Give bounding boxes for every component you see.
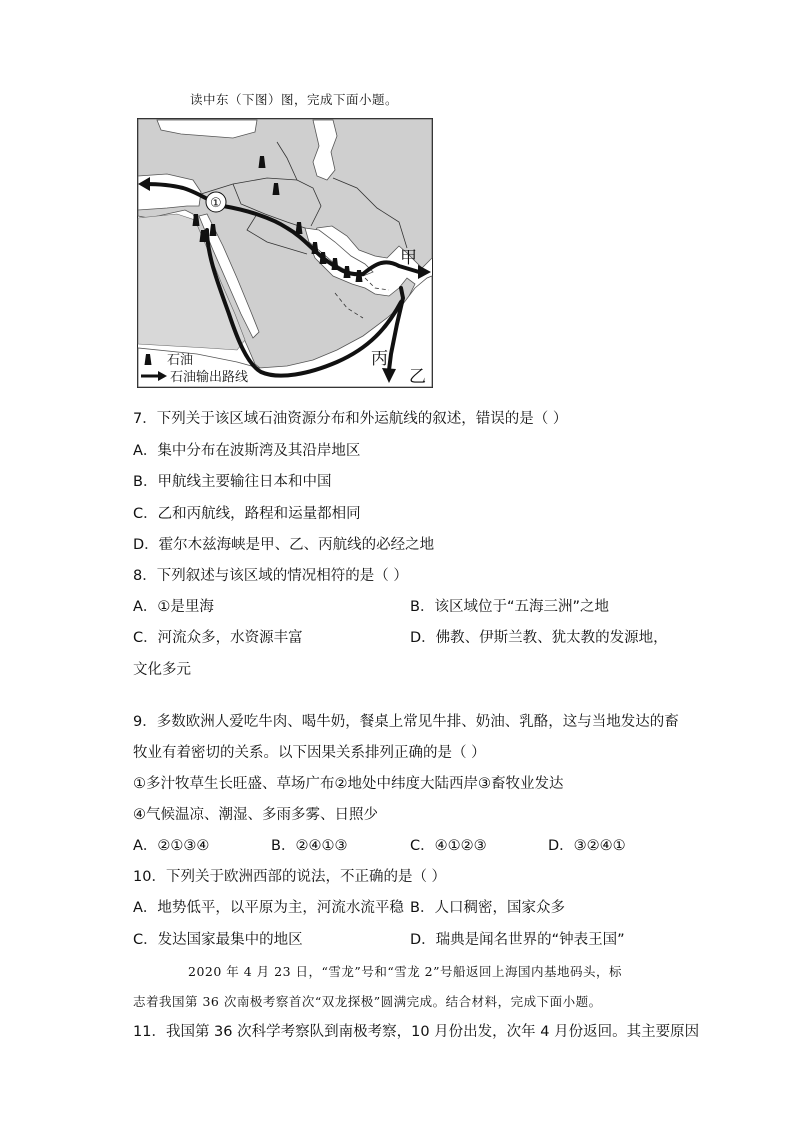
q9-option-d: D．③②④① <box>548 838 626 854</box>
q7-stem: 7．下列关于该区域石油资源分布和外运航线的叙述，错误的是（ ） <box>133 411 568 427</box>
q10-option-d: D．瑞典是闻名世界的“钟表王国” <box>410 932 625 948</box>
legend-route-label: 石油输出路线 <box>170 370 249 385</box>
label-bing: 丙 <box>371 349 388 369</box>
marker-1: ① <box>210 196 222 211</box>
q10-option-c: C．发达国家最集中的地区 <box>133 932 303 948</box>
q8-option-d: D．佛教、伊斯兰教、犹太教的发源地， <box>410 630 668 646</box>
q7-option-c: C．乙和丙航线，路程和运量都相同 <box>133 506 361 522</box>
q7-option-a: A．集中分布在波斯湾及其沿岸地区 <box>133 443 361 459</box>
reading-intro: 读中东（下图）图，完成下面小题。 <box>190 92 399 107</box>
q8-option-d-cont: 文化多元 <box>133 662 191 678</box>
q9-option-b: B．②④①③ <box>271 838 348 854</box>
label-jia: 甲 <box>400 248 417 268</box>
q9-option-a: A．②①③④ <box>133 838 210 854</box>
q9-stem-line2: 牧业有着密切的关系。以下因果关系排列正确的是（ ） <box>133 745 486 761</box>
q8-option-a: A．①是里海 <box>133 599 214 615</box>
q11-stem: 11．我国第 36 次科学考察队到南极考察，10 月份出发，次年 4 月份返回。其主要原因 <box>133 1024 700 1040</box>
q7-option-d: D．霍尔木兹海峡是甲、乙、丙航线的必经之地 <box>133 537 435 553</box>
q10-stem: 10．下列关于欧洲西部的说法，不正确的是（ ） <box>133 869 447 885</box>
q9-items-line1: ①多汁牧草生长旺盛、草场广布②地处中纬度大陆西岸③畜牧业发达 <box>133 776 564 792</box>
legend-oil-label: 石油 <box>167 353 194 368</box>
material-intro-line1: 2020 年 4 月 23 日，“雪龙”号和“雪龙 2”号船返回上海国内基地码头，标 <box>188 964 623 979</box>
q8-stem: 8．下列叙述与该区域的情况相符的是（ ） <box>133 568 408 584</box>
q10-option-b: B．人口稠密，国家众多 <box>410 900 565 916</box>
q9-items-line2: ④气候温凉、潮湿、多雨多雾、日照少 <box>133 807 378 823</box>
q8-option-c: C．河流众多，水资源丰富 <box>133 630 303 646</box>
q10-option-a: A．地势低平，以平原为主，河流水流平稳 <box>133 900 404 916</box>
q9-option-c: C．④①②③ <box>410 838 487 854</box>
q9-stem-line1: 9．多数欧洲人爱吃牛肉、喝牛奶，餐桌上常见牛排、奶油、乳酪，这与当地发达的畜 <box>133 714 679 730</box>
label-yi: 乙 <box>409 367 426 387</box>
material-intro-line2: 志着我国第 36 次南极考察首次“双龙探极”圆满完成。结合材料，完成下面小题。 <box>133 994 602 1009</box>
q8-option-b: B．该区域位于“五海三洲”之地 <box>410 599 609 615</box>
middle-east-map <box>137 118 433 388</box>
q7-option-b: B．甲航线主要输往日本和中国 <box>133 474 332 490</box>
